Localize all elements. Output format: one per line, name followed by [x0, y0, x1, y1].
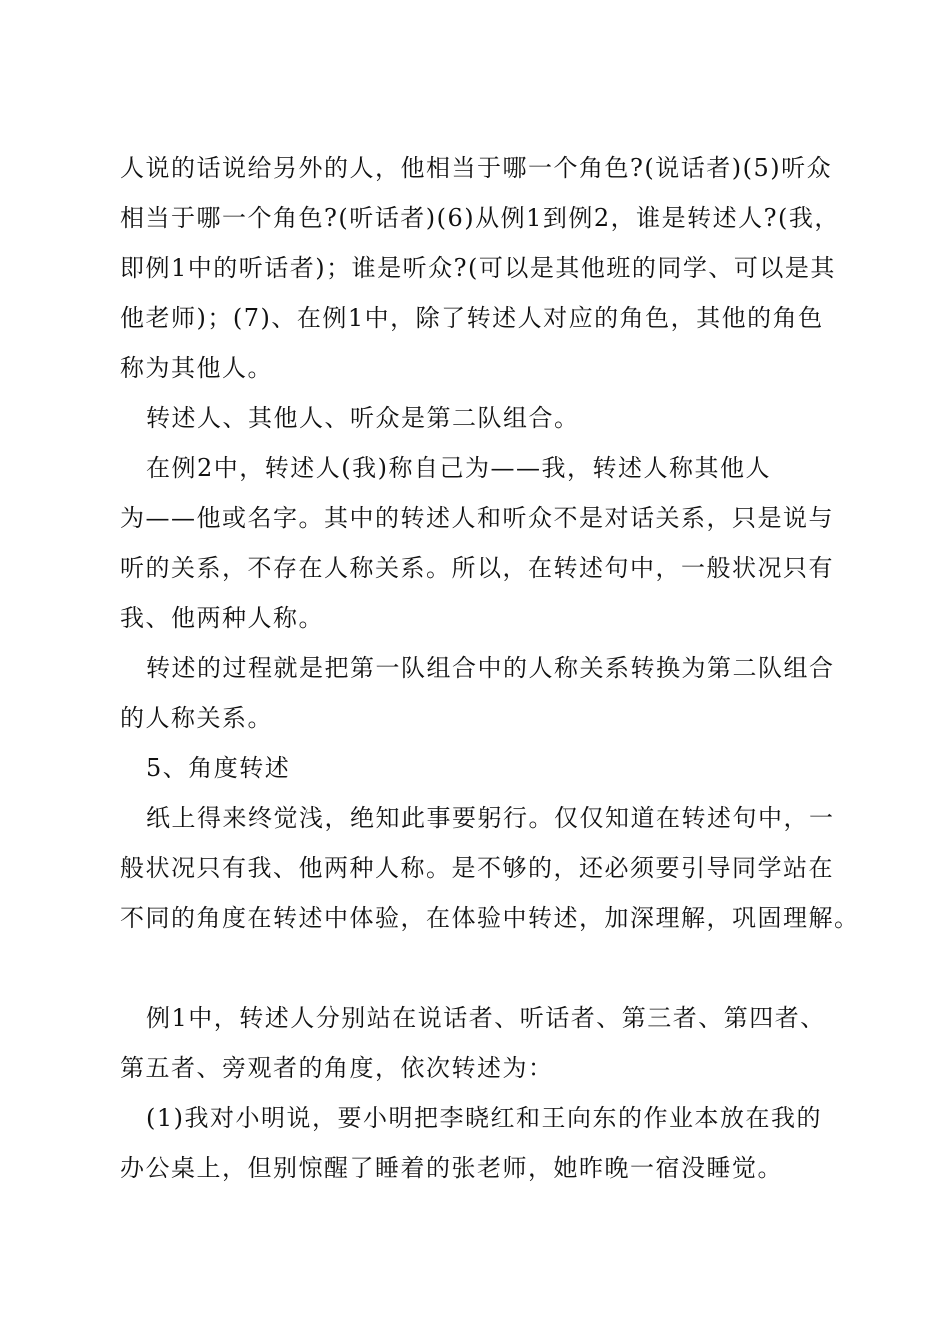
body-text-line: 我、他两种人称。 — [120, 604, 324, 632]
section-heading: 5、角度转述 — [146, 754, 291, 782]
body-text-line: 般状况只有我、他两种人称。是不够的，还必须要引导同学站在 — [120, 854, 834, 882]
body-text-line: 听的关系，不存在人称关系。所以，在转述句中，一般状况只有 — [120, 554, 834, 582]
paragraph-start-line: 纸上得来终觉浅，绝知此事要躬行。仅仅知道在转述句中，一 — [146, 804, 835, 832]
body-text-line: 即例1中的听话者)；谁是听众?(可以是其他班的同学、可以是其 — [120, 254, 836, 282]
body-text-line: 相当于哪一个角色?(听话者)(6)从例1到例2，谁是转述人?(我， — [120, 204, 840, 232]
paragraph-start-line: 转述的过程就是把第一队组合中的人称关系转换为第二队组合 — [146, 654, 835, 682]
paragraph-start-line: 转述人、其他人、听众是第二队组合。 — [146, 404, 580, 432]
body-text-line: 的人称关系。 — [120, 704, 273, 732]
body-text-line: 他老师)；(7)、在例1中，除了转述人对应的角色，其他的角色 — [120, 304, 824, 332]
body-text-line: 不同的角度在转述中体验，在体验中转述，加深理解，巩固理解。 — [120, 904, 860, 932]
body-text-line: 称为其他人。 — [120, 354, 273, 382]
body-text-line: 第五者、旁观者的角度，依次转述为： — [120, 1054, 554, 1082]
paragraph-start-line: 例1中，转述人分别站在说话者、听话者、第三者、第四者、 — [146, 1004, 826, 1032]
body-text-line: 人说的话说给另外的人，他相当于哪一个角色?(说话者)(5)听众 — [120, 154, 833, 182]
paragraph-start-line: (1)我对小明说，要小明把李晓红和王向东的作业本放在我的 — [146, 1104, 822, 1132]
paragraph-start-line: 在例2中，转述人(我)称自己为——我，转述人称其他人 — [146, 454, 771, 482]
body-text-line: 为——他或名字。其中的转述人和听众不是对话关系，只是说与 — [120, 504, 834, 532]
body-text-line: 办公桌上，但别惊醒了睡着的张老师，她昨晚一宿没睡觉。 — [120, 1154, 783, 1182]
